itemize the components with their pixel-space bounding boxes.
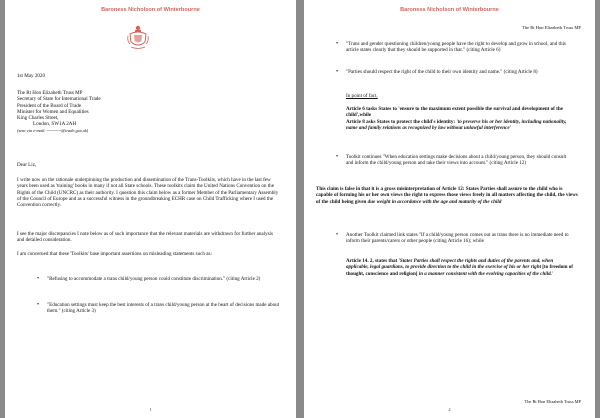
bullet-marker: •	[37, 276, 40, 282]
article-8-text	[346, 119, 574, 132]
address-line: The Rt Hon Elizabeth Truss MP	[17, 90, 83, 96]
bullet-marker: •	[336, 69, 339, 75]
salutation: Dear Liz,	[17, 162, 37, 168]
bullet-text: "Parties should respect the right of the child to their own identity and name." (citing Article 8)	[346, 69, 538, 75]
letterhead-name: Baroness Nicholson of Winterbourne	[101, 7, 200, 13]
claim-lead: This claim is false in that it is a gross misinterpretation of Article 12: States Parties shall assure to the child who is capable of forming his or her own views the right to express those views freely in all matters affecting the child, the views of the child being given	[316, 186, 578, 205]
bullet-marker: •	[336, 232, 339, 238]
address-line: London, SW1A 2AH	[33, 121, 77, 128]
bullet-marker: •	[336, 41, 339, 47]
article-14-tail: in a manner consistent with the evolving capacities of the child.'	[418, 270, 554, 277]
running-head: The Rt Hon Elizabeth Truss MP	[521, 25, 581, 30]
paragraph: I write now on the rationale underpinning the production and dissemination of the Trans-Toolkits, which have in the last few years been used as 'training' books in many if not all State schools. These toolkits claim the United Nations Convention on the Rights of the Child (UNCRC) as their authority. I question this claim below as a former Member of the Parliamentary Assembly of the Council of Europe and as a successful witness in the groundbreaking ECHR case on Child Trafficking where I used the Convention correctly.	[17, 177, 279, 209]
paragraph: I see the major discrepancies I note below as of such importance that the relevant materials are withdrawn for further analysis and detailed consideration.	[17, 231, 274, 244]
letterhead-name: Baroness Nicholson of Winterbourne	[400, 7, 499, 13]
address-line: Minister for Women and Equalities	[17, 108, 89, 115]
address-email: (sent via e-mail: ~~~~~~@trade.gov.uk)	[17, 127, 89, 133]
article-8-quote: 'to preserve his or her identity, including nationality, name and family relations as recognized by law without unlawful interference'	[346, 119, 567, 132]
article-14-quote: States Parties shall respect the rights and duties of the parents and, when applicable, legal guardians, to provide direction to the child in the exercise of his or her right	[346, 258, 554, 271]
address-line: King Charles Street,	[17, 115, 59, 122]
article-14-text	[346, 258, 576, 277]
letter-page-2	[304, 0, 595, 418]
article-14-lead: Article 14. 2, states that '	[346, 258, 400, 264]
address-line: President of the Board of Trade	[17, 102, 82, 109]
bullet-text: Another Toolkit claimed link states "If a child/young person comes out as trans there is no immediate need to inform their parents/carers or other people (citing Article 16); while	[346, 232, 569, 245]
bullet-marker: •	[37, 302, 40, 308]
letter-page-1	[5, 0, 296, 418]
claim-emphasis: due weight in accordance with the age and maturity of the child	[367, 198, 502, 205]
bullet-text: Toolkit continues "When education settings make decisions about a child/young person, they should consult and inform the child/young person and take their views into account." (citing Article 12)	[346, 154, 567, 167]
bullet-marker: •	[336, 154, 339, 160]
claim-paragraph	[316, 186, 579, 205]
running-footer: The Rt Hon Elizabeth Truss MP	[524, 399, 581, 404]
bullet-text: "Trans and gender questioning children/young people have the right to develop and grow in school, and this article states clearly that they should be supported in that." (citing Article 6)	[346, 41, 566, 54]
paragraph: I am concerned that these 'Toolkits' base important assertions on misleading statements such as:	[17, 251, 212, 257]
page-number: 2	[448, 407, 451, 412]
article-14-mid: [to freedom of thought, conscience and religion]	[346, 264, 573, 277]
coat-of-arms-icon	[126, 24, 150, 50]
page-number: 1	[149, 407, 152, 412]
in-point-of-fact: In point of fact,	[346, 93, 378, 99]
article-6-text: Article 6 tasks States to 'ensure to the maximum extent possible the survival and development of the child',while	[346, 106, 563, 119]
bullet-text: "Education settings must keep the best interests of a trans child/young person at the heart of decisions made about them." (citing Article 3)	[47, 302, 280, 315]
bullet-text: "Refusing to accommodate a trans child/young person could constitute discrimination." (citing Article 2)	[47, 276, 261, 282]
recipient-address	[17, 90, 167, 134]
address-line: Secretary of State for International Trade	[17, 96, 101, 103]
letter-date: 1st May 2020	[17, 73, 46, 79]
article-8-lead: Article 8 asks States to protect the child's identity:	[346, 119, 457, 125]
